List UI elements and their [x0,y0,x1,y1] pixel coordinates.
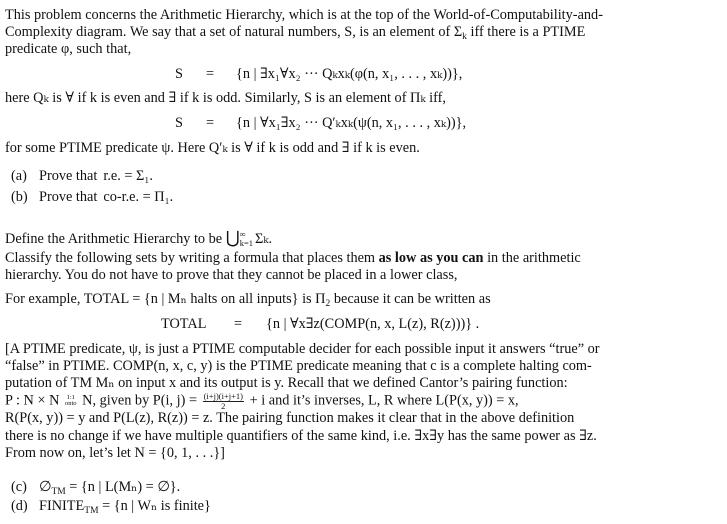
note-line-4-b: N, given by P(i, j) = [78,392,201,409]
part-c-label: (c) [11,479,27,495]
part-b-text: Prove that [39,189,98,205]
define-tail: Σₖ. [254,231,273,247]
part-c-lhs: ∅ [39,479,52,495]
intro-line-1: This problem concerns the Arithmetic Hierarchy, which is at the top of the World-of-Computability-and- [5,7,603,23]
part-d-label: (d) [11,498,28,514]
bijection-bottom: onto [64,400,77,407]
total-equation-equals: = [234,316,243,332]
sigma-equation-rhs: {n | ∃x₁∀x₂ ··· Qₖxₖ(φ(n, x₁, . . . , xₖ))}, [236,66,463,82]
mid-line-1: here Qₖ is ∀ if k is even and ∃ if k is odd. Similarly, S is an element of Πₖ iff, [5,90,446,106]
example-line [5,292,491,310]
sigma-equation-lhs: S [175,66,183,82]
pi-equation-equals: = [206,115,215,131]
part-c-rhs: = {n | L(Mₙ) = ∅}. [65,479,181,495]
intro-line-2-tail: iff there is a PTIME [466,24,586,40]
pairing-fraction [203,392,244,410]
example-pre: For example, TOTAL = {n | Mₙ halts on all inputs} is Π [5,291,326,307]
example-pi-subscript: 2 [325,299,331,309]
note-line-5: R(P(x, y)) = y and P(L(z), R(z)) = z. The pairing function makes it clear that in the above definition [5,410,575,426]
total-equation-lhs: TOTAL [161,316,207,332]
note-line-4-c: + i and it’s inverses, L, R where L(P(x, y)) = x, [246,392,519,409]
define-line [5,229,272,248]
part-a-label: (a) [11,168,27,184]
part-b [11,190,173,204]
pi-equation-lhs: S [175,115,183,131]
note-line-4 [5,392,519,410]
pairing-numerator: (i+j)(i+j+1) [203,391,243,401]
part-a-claim: r.e. = Σ₁. [103,168,153,184]
union-limits [240,230,253,247]
intro-line-2-text: Complexity diagram. We say that a set of natural numbers, S, is an element of Σ [5,24,463,40]
note-line-4-a: P : N × N [5,392,63,409]
part-b-label: (b) [11,189,28,205]
define-text: Define the Arithmetic Hierarchy to be [5,231,226,247]
sigma-equation-equals: = [206,66,215,82]
example-post: because it can be written as [330,291,491,307]
bijection-top: 1:1 [66,394,75,402]
bijection-arrow-label [65,395,77,407]
note-line-2: “false” in PTIME. COMP(n, x, c, y) is the PTIME predicate meaning that c is a complete halting com- [5,358,592,374]
part-a [11,169,153,183]
part-a-text: Prove that [39,168,98,184]
part-b-claim: co-r.e. = Π₁. [103,189,174,205]
pairing-denominator: 2 [221,400,226,411]
classify-line-1 [5,251,581,265]
part-c-lhs-subscript: TM [51,487,66,497]
note-line-6: there is no change if we have multiple quantifiers of the same kind, i.e. ∃x∃y has the same power as ∃z. [5,428,597,444]
part-c [11,480,180,498]
intro-line-2 [5,25,585,43]
union-symbol: ⋃ [225,228,240,247]
intro-line-3: predicate φ, such that, [5,41,132,57]
part-d-rhs: = {n | Wₙ is finite} [98,498,211,514]
union-sub: k=1 [239,237,253,248]
classify-post: in the arithmetic [483,250,581,266]
part-d [11,499,211,517]
note-line-1: [A PTIME predicate, ψ, is just a PTIME computable decider for each possible input it answers “true” or [5,341,600,357]
note-line-3: putation of TM Mₙ on input x and its output is y. Recall that we defined Cantor’s pairing function: [5,375,568,391]
classify-bold: as low as you can [378,250,484,266]
part-d-lhs-subscript: TM [84,506,99,516]
note-line-7: From now on, let’s let N = {0, 1, . . .}] [5,445,225,461]
union-sup: ∞ [239,229,246,240]
part-d-lhs: FINITE [39,498,85,514]
intro-sigma-subscript: k [462,32,467,42]
classify-pre: Classify the following sets by writing a formula that places them [5,250,379,266]
after-pi-line: for some PTIME predicate ψ. Here Q′ₖ is ∀ if k is odd and ∃ if k is even. [5,140,420,156]
total-equation-rhs: {n | ∀x∃z(COMP(n, x, L(z), R(z)))} . [266,316,480,332]
classify-line-2: hierarchy. You do not have to prove that they cannot be placed in a lower class, [5,267,458,283]
pi-equation-rhs: {n | ∀x₁∃x₂ ··· Q′ₖxₖ(ψ(n, x₁, . . . , xₖ))}, [236,115,467,131]
